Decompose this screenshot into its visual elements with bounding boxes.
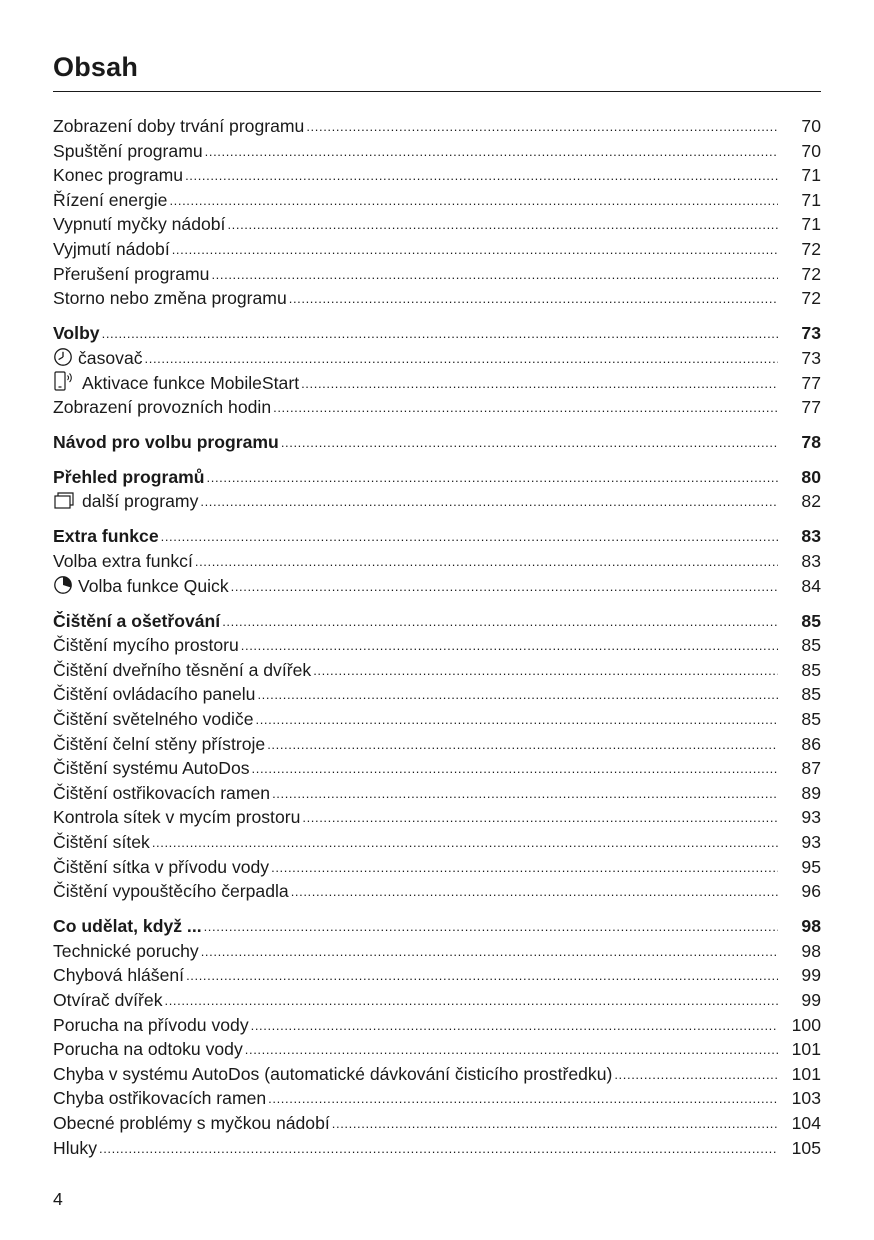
dot-leader bbox=[302, 806, 778, 831]
dot-leader bbox=[332, 1112, 778, 1137]
toc-page-number: 103 bbox=[791, 1088, 821, 1109]
toc-page-number: 78 bbox=[801, 431, 821, 452]
toc-entry[interactable] bbox=[53, 633, 821, 658]
toc-entry[interactable] bbox=[53, 1037, 821, 1062]
toc-entry-label: Storno nebo změna programu bbox=[53, 288, 287, 309]
toc-entry[interactable] bbox=[53, 574, 821, 599]
toc-entry-title bbox=[53, 574, 229, 602]
toc-page-number: 70 bbox=[801, 140, 821, 161]
toc-entry-label: Čištění mycího prostoru bbox=[53, 635, 239, 656]
toc-page-number: 83 bbox=[801, 551, 821, 572]
toc-entry-title bbox=[53, 633, 239, 658]
toc-page-number: 105 bbox=[791, 1137, 821, 1158]
dot-leader bbox=[172, 238, 778, 263]
toc-entry-label: Porucha na odtoku vody bbox=[53, 1039, 243, 1060]
page-number: 4 bbox=[53, 1189, 63, 1209]
toc-entry-label: další programy bbox=[82, 491, 199, 512]
dot-leader bbox=[267, 733, 778, 758]
toc-entry-title bbox=[53, 163, 183, 188]
toc-entry[interactable] bbox=[53, 658, 821, 683]
toc-entry[interactable] bbox=[53, 465, 821, 490]
toc-entry[interactable] bbox=[53, 707, 821, 732]
dot-leader bbox=[200, 490, 778, 515]
table-of-contents bbox=[53, 114, 821, 1160]
toc-page-number: 87 bbox=[801, 758, 821, 779]
toc-entry-label: Čištění systému AutoDos bbox=[53, 758, 250, 779]
dot-leader bbox=[289, 287, 778, 312]
toc-entry-title bbox=[53, 1062, 612, 1087]
toc-page-number: 96 bbox=[801, 881, 821, 902]
toc-entry-label: Otvírač dvířek bbox=[53, 989, 163, 1010]
dot-leader bbox=[256, 708, 779, 733]
dot-leader bbox=[222, 610, 778, 635]
toc-entry-title bbox=[53, 939, 199, 964]
dot-leader bbox=[185, 164, 778, 189]
toc-entry-title bbox=[53, 805, 300, 830]
toc-entry-label: časovač bbox=[78, 347, 143, 368]
toc-entry-title bbox=[53, 395, 271, 420]
page-title: Obsah bbox=[53, 52, 139, 82]
toc-entry[interactable] bbox=[53, 188, 821, 213]
dot-leader bbox=[152, 831, 778, 856]
toc-page-number: 72 bbox=[801, 238, 821, 259]
toc-entry[interactable] bbox=[53, 781, 821, 806]
title-divider bbox=[53, 91, 821, 92]
toc-entry[interactable] bbox=[53, 830, 821, 855]
dot-leader bbox=[281, 431, 778, 456]
toc-page-number: 72 bbox=[801, 263, 821, 284]
toc-entry[interactable] bbox=[53, 732, 821, 757]
toc-entry-title bbox=[53, 963, 184, 988]
toc-entry-label: Čištění sítek bbox=[53, 831, 150, 852]
dot-leader bbox=[145, 347, 778, 372]
dot-leader bbox=[204, 915, 778, 940]
toc-entry-label: Volba extra funkcí bbox=[53, 551, 193, 572]
toc-entry-label: Porucha na přívodu vody bbox=[53, 1014, 249, 1035]
toc-page-number: 85 bbox=[801, 684, 821, 705]
dot-leader bbox=[245, 1038, 778, 1063]
toc-entry[interactable] bbox=[53, 262, 821, 287]
toc-entry[interactable] bbox=[53, 524, 821, 549]
toc-page-number: 82 bbox=[801, 491, 821, 512]
dot-leader bbox=[186, 964, 778, 989]
more-programs-icon bbox=[53, 490, 77, 517]
toc-entry-title bbox=[53, 1037, 243, 1062]
dot-leader bbox=[313, 659, 778, 684]
toc-entry-label: Zobrazení provozních hodin bbox=[53, 396, 272, 417]
toc-entry-label: Čištění vypouštěcího čerpadla bbox=[53, 881, 289, 902]
toc-page-number: 73 bbox=[801, 347, 821, 368]
dot-leader bbox=[268, 1087, 778, 1112]
toc-entry-title bbox=[53, 658, 311, 683]
toc-entry-title bbox=[53, 1136, 97, 1161]
toc-entry-title bbox=[53, 346, 143, 374]
toc-page-number: 71 bbox=[801, 214, 821, 235]
dot-leader bbox=[195, 550, 778, 575]
toc-entry-title bbox=[53, 707, 254, 732]
toc-entry[interactable] bbox=[53, 1062, 821, 1087]
toc-entry-label: Návod pro volbu programu bbox=[53, 431, 279, 452]
toc-entry[interactable] bbox=[53, 855, 821, 880]
toc-entry-title bbox=[53, 1111, 330, 1136]
toc-entry[interactable] bbox=[53, 609, 821, 634]
toc-page-number: 104 bbox=[791, 1112, 821, 1133]
toc-entry-title bbox=[53, 879, 289, 904]
toc-page-number: 86 bbox=[801, 733, 821, 754]
toc-entry[interactable] bbox=[53, 1136, 821, 1161]
toc-entry-title bbox=[53, 188, 167, 213]
toc-entry[interactable] bbox=[53, 682, 821, 707]
toc-entry-label: Chyba v systému AutoDos (automatické dávkování čisticího prostředku) bbox=[53, 1063, 613, 1084]
toc-entry-label: Spuštění programu bbox=[53, 140, 203, 161]
dot-leader bbox=[241, 634, 778, 659]
toc-entry[interactable] bbox=[53, 879, 821, 904]
toc-entry[interactable] bbox=[53, 1086, 821, 1111]
dot-leader bbox=[207, 466, 778, 491]
toc-entry-label: Chyba ostřikovacích ramen bbox=[53, 1088, 267, 1109]
toc-entry[interactable] bbox=[53, 914, 821, 939]
toc-entry-label: Čištění a ošetřování bbox=[53, 610, 221, 631]
toc-entry-title bbox=[53, 430, 279, 455]
toc-entry-title bbox=[53, 212, 225, 237]
toc-entry[interactable] bbox=[53, 1013, 821, 1038]
toc-entry-label: Konec programu bbox=[53, 165, 184, 186]
toc-page-number: 93 bbox=[801, 831, 821, 852]
toc-page-number: 83 bbox=[801, 526, 821, 547]
toc-page-number: 80 bbox=[801, 466, 821, 487]
toc-entry-label: Čištění sítka v přívodu vody bbox=[53, 856, 270, 877]
toc-entry-title bbox=[53, 524, 159, 549]
toc-page-number: 85 bbox=[801, 610, 821, 631]
dot-leader bbox=[201, 940, 778, 965]
toc-entry[interactable] bbox=[53, 346, 821, 371]
toc-entry[interactable] bbox=[53, 489, 821, 514]
dot-leader bbox=[614, 1063, 778, 1088]
toc-entry-title bbox=[53, 465, 205, 490]
toc-entry[interactable] bbox=[53, 139, 821, 164]
toc-entry-label: Obecné problémy s myčkou nádobí bbox=[53, 1112, 330, 1133]
toc-page-number: 84 bbox=[801, 575, 821, 596]
toc-entry[interactable] bbox=[53, 370, 821, 395]
toc-entry-label: Čištění světelného vodiče bbox=[53, 709, 254, 730]
dot-leader bbox=[102, 322, 778, 347]
toc-entry[interactable] bbox=[53, 430, 821, 455]
dot-leader bbox=[169, 189, 778, 214]
toc-entry-label: Vypnutí myčky nádobí bbox=[53, 214, 226, 235]
toc-entry-title bbox=[53, 756, 250, 781]
toc-page-number: 85 bbox=[801, 709, 821, 730]
toc-page-number: 77 bbox=[801, 373, 821, 394]
toc-entry-title bbox=[53, 549, 193, 574]
toc-entry-label: Chybová hlášení bbox=[53, 965, 185, 986]
toc-entry[interactable] bbox=[53, 963, 821, 988]
toc-entry-title bbox=[53, 914, 202, 939]
toc-entry-title bbox=[53, 114, 304, 139]
dot-leader bbox=[251, 1014, 778, 1039]
toc-entry-title bbox=[53, 1013, 249, 1038]
toc-page-number: 85 bbox=[801, 635, 821, 656]
dot-leader bbox=[161, 525, 778, 550]
toc-entry-title bbox=[53, 855, 269, 880]
toc-page-number: 77 bbox=[801, 396, 821, 417]
toc-entry-label: Čištění ovládacího panelu bbox=[53, 684, 256, 705]
dot-leader bbox=[291, 880, 778, 905]
toc-page-number: 99 bbox=[801, 989, 821, 1010]
toc-page-number: 99 bbox=[801, 965, 821, 986]
toc-entry[interactable] bbox=[53, 237, 821, 262]
toc-entry[interactable] bbox=[53, 395, 821, 420]
dot-leader bbox=[99, 1137, 778, 1162]
dot-leader bbox=[211, 263, 778, 288]
toc-page-number: 71 bbox=[801, 189, 821, 210]
toc-page-number: 72 bbox=[801, 288, 821, 309]
toc-entry-label: Vyjmutí nádobí bbox=[53, 238, 170, 259]
dot-leader bbox=[271, 856, 778, 881]
toc-entry-title bbox=[53, 609, 220, 634]
toc-entry[interactable] bbox=[53, 549, 821, 574]
toc-entry-title bbox=[53, 830, 150, 855]
toc-entry-label: Čištění čelní stěny přístroje bbox=[53, 733, 266, 754]
toc-entry[interactable] bbox=[53, 114, 821, 139]
dot-leader bbox=[205, 140, 778, 165]
toc-entry[interactable] bbox=[53, 988, 821, 1013]
toc-entry[interactable] bbox=[53, 321, 821, 346]
toc-entry-label: Volba funkce Quick bbox=[78, 575, 229, 596]
toc-entry-label: Zobrazení doby trvání programu bbox=[53, 116, 305, 136]
toc-entry[interactable] bbox=[53, 805, 821, 830]
toc-entry-title bbox=[53, 489, 198, 517]
toc-page-number: 101 bbox=[791, 1063, 821, 1084]
toc-entry-title bbox=[53, 286, 287, 311]
toc-page-number: 100 bbox=[791, 1014, 821, 1035]
toc-page-number: 89 bbox=[801, 782, 821, 803]
toc-entry-label: Kontrola sítek v mycím prostoru bbox=[53, 807, 301, 828]
toc-page-number: 98 bbox=[801, 940, 821, 961]
toc-entry-title bbox=[53, 262, 209, 287]
toc-entry-title bbox=[53, 988, 163, 1013]
toc-page-number: 73 bbox=[801, 323, 821, 344]
toc-entry-title bbox=[53, 237, 170, 262]
toc-entry-label: Aktivace funkce MobileStart bbox=[82, 373, 300, 394]
toc-entry-label: Volby bbox=[53, 323, 100, 344]
toc-page-number: 95 bbox=[801, 856, 821, 877]
dot-leader bbox=[306, 115, 778, 140]
toc-entry-label: Hluky bbox=[53, 1137, 97, 1158]
toc-entry-label: Přerušení programu bbox=[53, 263, 210, 284]
toc-page-number: 71 bbox=[801, 165, 821, 186]
dot-leader bbox=[257, 683, 778, 708]
toc-entry-title bbox=[53, 321, 100, 346]
dot-leader bbox=[227, 213, 778, 238]
toc-entry-label: Přehled programů bbox=[53, 466, 205, 487]
toc-entry-label: Technické poruchy bbox=[53, 940, 199, 961]
dot-leader bbox=[273, 396, 778, 421]
clock-icon bbox=[53, 347, 73, 374]
toc-page-number: 98 bbox=[801, 916, 821, 937]
quick-icon bbox=[53, 575, 73, 602]
dot-leader bbox=[231, 575, 778, 600]
dot-leader bbox=[272, 782, 778, 807]
toc-page-number: 101 bbox=[791, 1039, 821, 1060]
toc-entry-title bbox=[53, 732, 265, 757]
toc-entry[interactable] bbox=[53, 212, 821, 237]
toc-entry-title bbox=[53, 682, 255, 707]
toc-entry[interactable] bbox=[53, 1111, 821, 1136]
toc-page-number: 93 bbox=[801, 807, 821, 828]
toc-page-number: 70 bbox=[801, 116, 821, 136]
toc-entry-label: Extra funkce bbox=[53, 526, 159, 547]
toc-page-number: 85 bbox=[801, 659, 821, 680]
toc-entry[interactable] bbox=[53, 756, 821, 781]
toc-entry[interactable] bbox=[53, 163, 821, 188]
dot-leader bbox=[252, 757, 778, 782]
toc-entry-title bbox=[53, 781, 270, 806]
toc-entry-label: Čištění dveřního těsnění a dvířek bbox=[53, 659, 312, 680]
toc-entry-label: Čištění ostřikovacích ramen bbox=[53, 782, 271, 803]
toc-entry-title bbox=[53, 1086, 266, 1111]
dot-leader bbox=[301, 372, 778, 397]
toc-entry[interactable] bbox=[53, 939, 821, 964]
toc-entry-label: Co udělat, když ... bbox=[53, 916, 202, 937]
toc-entry-title bbox=[53, 139, 203, 164]
toc-entry[interactable] bbox=[53, 286, 821, 311]
toc-entry-label: Řízení energie bbox=[53, 189, 168, 210]
dot-leader bbox=[165, 989, 779, 1014]
